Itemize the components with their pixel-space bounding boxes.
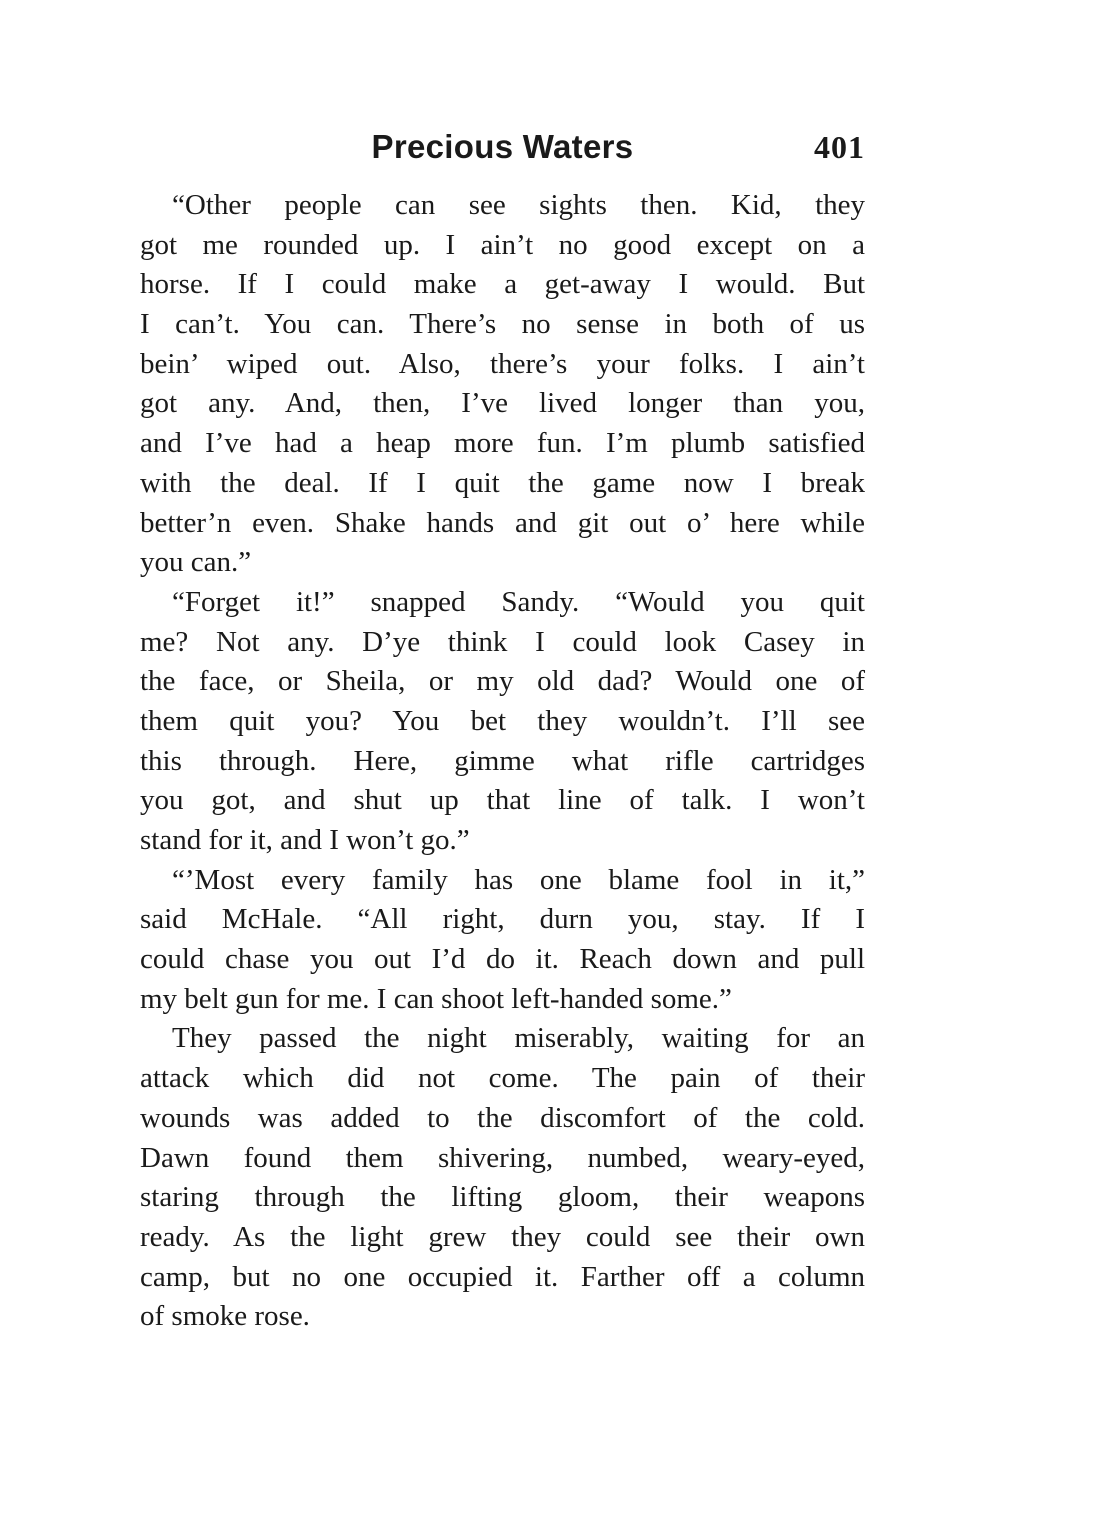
text-line: Dawn found them shivering, numbed, weary-eyed, [140, 1141, 865, 1174]
text-line: got me rounded up. I ain’t no good except on a [140, 228, 865, 261]
text-line: stand for it, and I won’t go.” [140, 824, 470, 856]
text-line: them quit you? You bet they wouldn’t. I’ll see [140, 704, 865, 737]
text-line: and I’ve had a heap more fun. I’m plumb satisfied [140, 427, 865, 460]
page-number: 401 [814, 129, 865, 165]
paragraph-2 [140, 583, 865, 861]
text-line: better’n even. Shake hands and git out o’ here while [140, 506, 865, 539]
text-line: got any. And, then, I’ve lived longer than you, [140, 387, 865, 420]
text-line: of smoke rose. [140, 1300, 310, 1333]
text-line: my belt gun for me. I can shoot left-handed some.” [140, 982, 732, 1015]
text-line: horse. If I could make a get-away I would. But [140, 268, 865, 301]
paragraph-3 [140, 861, 865, 1020]
text-line: “Forget it!” snapped Sandy. “Would you quit [172, 585, 865, 618]
text-line: “Other people can see sights then. Kid, they [172, 189, 865, 221]
text-line: wounds was added to the discomfort of the cold. [140, 1101, 865, 1134]
text-line: the face, or Sheila, or my old dad? Would one of [140, 665, 865, 698]
text-line: They passed the night miserably, waiting for an [172, 1022, 865, 1055]
paragraph-1 [140, 186, 865, 583]
text-line: I can’t. You can. There’s no sense in both of us [140, 308, 865, 341]
text-line: me? Not any. D’ye think I could look Casey in [140, 625, 865, 658]
text-line: you can.” [140, 546, 252, 579]
text-line: said McHale. “All right, durn you, stay. If I [140, 903, 865, 936]
text-line: bein’ wiped out. Also, there’s your folks. I ain’t [140, 347, 865, 380]
paragraph-4 [140, 1019, 865, 1337]
text-line: ready. As the light grew they could see their own [140, 1220, 865, 1253]
text-line: could chase you out I’d do it. Reach down and pull [140, 943, 865, 976]
text-line: staring through the lifting gloom, their weapons [140, 1181, 865, 1214]
running-head [140, 122, 865, 172]
text-line: camp, but no one occupied it. Farther off a column [140, 1260, 865, 1293]
running-title: Precious Waters [371, 128, 634, 165]
text-line: you got, and shut up that line of talk. I won’t [140, 784, 865, 817]
text-line: with the deal. If I quit the game now I break [140, 466, 865, 499]
body-text [140, 186, 865, 1337]
text-line: this through. Here, gimme what rifle cartridges [140, 744, 865, 777]
text-line: “’Most every family has one blame fool in it,” [172, 863, 865, 896]
text-line: attack which did not come. The pain of their [140, 1062, 865, 1095]
